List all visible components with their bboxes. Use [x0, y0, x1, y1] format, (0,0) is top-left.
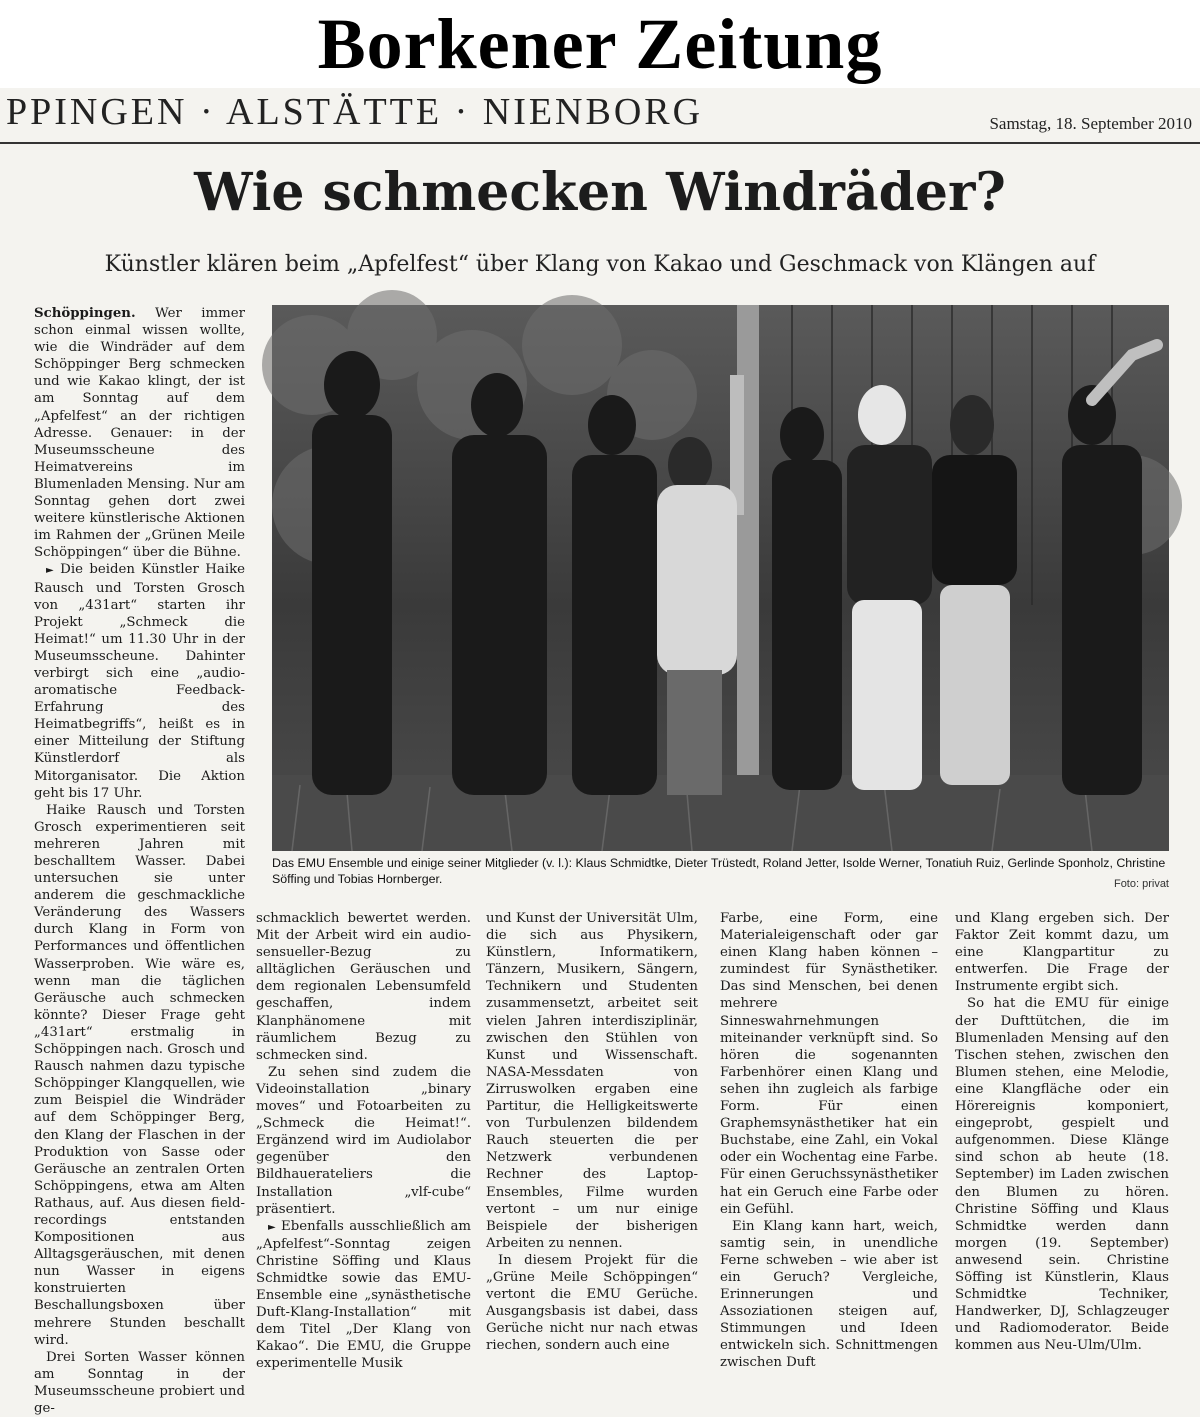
- paragraph: schmacklich bewertet werden. Mit der Arbeit wird ein audio-sensueller-Bezug zu alltäglichen Geräuschen und dem regionalen Lebensumfeld geschaffen, indem Klanphänomene mit räumlichem Bezug zu schmecken sind.: [256, 911, 471, 1063]
- article-column-1: [34, 305, 245, 1417]
- arrow-icon: ►: [268, 1221, 276, 1233]
- article-column-4: [720, 910, 938, 1372]
- paragraph: In diesem Projekt für die „Grüne Meile Schöppingen“ vertont die EMU Gerüche. Ausgangsbasis ist dabei, dass Gerüche nicht nur nach etwas riechen, sondern auch eine: [486, 1252, 698, 1354]
- dateline: Schöppingen.: [34, 306, 136, 321]
- edition-date: Samstag, 18. September 2010: [989, 114, 1192, 133]
- edition-bar: [6, 90, 1196, 140]
- article-subheadline: Künstler klären beim „Apfelfest“ über Klang von Kakao und Geschmack von Klängen auf: [104, 252, 1096, 277]
- masthead: [0, 0, 1200, 88]
- paragraph: ► Die beiden Künstler Haike Rausch und Torsten Grosch von „431art“ starten ihr Projekt „Schmeck die Heimat!“ um 11.30 Uhr in der Museumsscheune. Dahinter verbirgt sich eine „audio-aromatische Feedback-Erfahrung des Heimatbegriffs“, heißt es in einer Mitteilung der Stiftung Künstlerdorf als Mitorganisator. Die Aktion geht bis 17 Uhr.: [34, 562, 245, 801]
- paragraph: ► Ebenfalls ausschließlich am „Apfelfest“-Sonntag zeigen Christine Söffing und Klaus Schmidtke sowie das EMU-Ensemble eine „synästhetische Duft-Klang-Installation“ mit dem Titel „Der Klang von Kakao“. Die EMU, die Gruppe experimentelle Musik: [256, 1218, 471, 1372]
- arrow-icon: ►: [46, 565, 54, 577]
- article-column-5: [955, 910, 1169, 1354]
- article-headline: Wie schmecken Windräder?: [194, 162, 1006, 223]
- article-column-3: [486, 910, 698, 1354]
- paragraph: Drei Sorten Wasser können am Sonntag in der Museumsscheune probiert und ge-: [34, 1349, 245, 1416]
- photo-caption: Das EMU Ensemble und einige seiner Mitglieder (v. l.): Klaus Schmidtke, Dieter Trüstedt, Roland Jetter, Isolde Werner, Tonatiuh Ruiz, Gerlinde Sponholz, Christine Söffing und Tobias Hornberger.: [272, 856, 1166, 886]
- paragraph: Schöppingen. Wer immer schon einmal wissen wollte, wie die Windräder auf dem Schöppinger Berg schmecken und wie Kakao klingt, der ist am Sonntag auf dem „Apfelfest“ an der richtigen Adresse. Genauer: in der Museumsscheune des Heimatvereins im Blumenladen Mensing. Nur am Sonntag gehen dort zwei weitere künstlerische Aktionen im Rahmen der „Grünen Meile Schöppingen“ über die Bühne.: [34, 306, 245, 561]
- ensemble-photo: [272, 305, 1169, 851]
- photo-illustration: [272, 305, 1169, 851]
- paragraph: Ein Klang kann hart, weich, samtig sein, in unendliche Ferne schweben – wie aber ist ein Geruch? Vergleiche, Erinnerungen und Assoziationen steigen auf, Stimmungen und Ideen entwickeln sich. Schnittmengen zwischen Duft: [720, 1218, 938, 1371]
- paragraph: So hat die EMU für einige der Dufttütchen, die im Blumenladen Mensing auf den Tischen stehen, zwischen den Blumen stehen, eine Melodie, eine Klangfläche oder ein Hörereignis komponiert, eingeprobt, gespielt und aufgenommen. Diese Klänge sind schon ab heute (18. September) im Laden zwischen den Blumen zu hören. Christine Söffing und Klaus Schmidtke werden dann morgen (19. September) anwesend sein. Christine Söffing ist Künstlerin, Klaus Schmidtke Techniker, Handwerker, DJ, Schlagzeuger und Radiomoderator. Beide kommen aus Neu-Ulm/Ulm.: [955, 996, 1169, 1354]
- edition-towns: PPINGEN · ALSTÄTTE · NIENBORG: [6, 91, 704, 133]
- article-column-2: [256, 910, 471, 1373]
- edition-divider: [0, 142, 1200, 144]
- newspaper-title: Borkener Zeitung: [317, 4, 883, 84]
- photo-credit: Foto: privat: [1113, 878, 1169, 890]
- paragraph: Farbe, eine Form, eine Materialeigenschaft oder gar einen Klang haben können – zumindest für Synästhetiker. Das sind Menschen, bei denen mehrere Sinneswahrnehmungen miteinander verknüpft sind. So hören die sogenannten Farbenhörer einen Klang und sehen ihn zugleich als farbige Form. Für einen Graphemsynästhetiker hat ein Buchstabe, eine Zahl, ein Vokal oder ein Wochentag eine Farbe. Für einen Geruchssynästhetiker hat ein Geruch eine Farbe oder ein Gefühl.: [720, 911, 938, 1217]
- paragraph: Zu sehen sind zudem die Videoinstallation „binary moves“ und Fotoarbeiten zu „Schmeck die Heimat!“. Ergänzend wird im Audiolabor gegenüber den Bildhauerateliers die Installation „vlf-cube“ präsentiert.: [256, 1064, 471, 1217]
- paragraph: und Kunst der Universität Ulm, die sich aus Physikern, Künstlern, Informatikern, Tänzern, Musikern, Sängern, Technikern und Studenten zusammensetzt, arbeitet seit vielen Jahren interdisziplinär, zwischen den Stühlen von Kunst und Wissenschaft. NASA-Messdaten von Zirruswolken ergaben eine Partitur, die Helligkeitswerte von Turbulenzen bildendem Rauch steuerten die per Netzwerk verbundenen Rechner des Laptop-Ensembles, Filme wurden vertont – um nur einige Beispiele der bisherigen Arbeiten zu nennen.: [486, 911, 698, 1251]
- paragraph: Haike Rausch und Torsten Grosch experimentieren seit mehreren Jahren mit beschalltem Wasser. Dabei untersuchen sie unter anderem die geschmackliche Veränderung des Wassers durch Klang in Form von Performances und öffentlichen Wasserproben. Wie wäre es, wenn man die täglichen Geräusche auch schmecken könnte? Dieser Frage geht „431art“ erstmalig in Schöppingen nach. Grosch und Rausch nahmen dazu typische Schöppinger Klangquellen, wie zum Beispiel die Windräder auf dem Schöppinger Berg, den Klang der Flaschen in der Produktion von Sasse oder Geräusche an zentralen Orten Schöppingens, etwa am Alten Rathaus, auf. Aus diesen field-recordings entstanden Kompositionen aus Alltagsgeräuschen, mit denen nun Wasser in eigens konstruierten Beschallungsboxen über mehrere Stunden beschallt wird.: [34, 802, 245, 1348]
- paragraph: und Klang ergeben sich. Der Faktor Zeit kommt dazu, um eine Klangpartitur zu entwerfen. Die Frage der Instrumente ergibt sich.: [955, 911, 1169, 995]
